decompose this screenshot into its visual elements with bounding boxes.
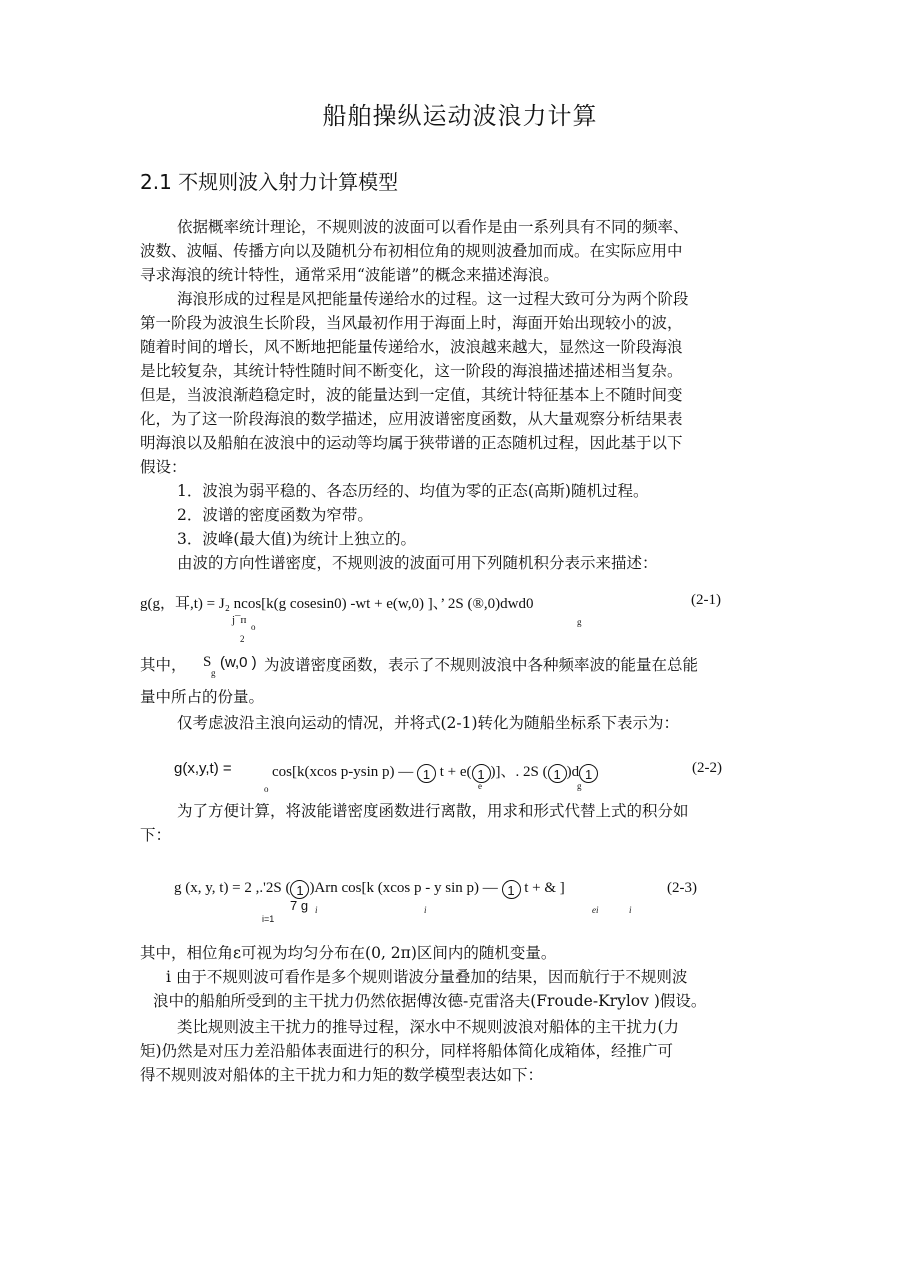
para6-line2: 下： xyxy=(140,826,172,844)
para9-line1: 类比规则波主干扰力的推导过程，深水中不规则波浪对船体的主干扰力(力 xyxy=(177,1018,680,1036)
para5: 仅考虑波沿主浪向运动的情况，并将式(2-1)转化为随船坐标系下表示为： xyxy=(177,714,680,732)
para3: 由波的方向性谱密度，不规则波的波面可用下列随机积分表示来描述： xyxy=(177,554,658,572)
para2-line7: 明海浪以及船舶在波浪中的运动等均属于狭带谱的正态随机过程，因此基于以下 xyxy=(140,434,683,452)
equation-2-3 xyxy=(174,880,565,899)
para2-line3: 随着时间的增长，风不断地把能量传递给水，波浪越来越大，显然这一阶段海浪 xyxy=(140,338,683,356)
assumption-1: 1．波浪为弱平稳的、各态历经的、均值为零的正态(高斯)随机过程。 xyxy=(177,482,649,500)
para9-line2: 矩)仍然是对压力差沿船体表面进行的积分，同样将船体简化成箱体，经推广可 xyxy=(140,1042,674,1060)
para8-line2: 浪中的船舶所受到的主干扰力仍然依据傅汝德-克雷洛夫(Froude-Krylov )假设。 xyxy=(153,992,707,1010)
eq2-circle-2: 1 xyxy=(472,764,491,783)
eq1-under-pi: j¯ᴨ xyxy=(232,614,247,626)
eq2-sub-g: g xyxy=(577,781,582,791)
equation-2-1: g(g，耳,t) = J₂ ncos[k(g cosesin0) -wt + e(w,0) ]、’ 2S (®,0)dwd0 xyxy=(140,596,534,612)
page-title: 船舶操纵运动波浪力计算 xyxy=(322,102,598,130)
eq3-sub-i3: i xyxy=(629,905,632,915)
para4-prefix: 其中， xyxy=(140,656,187,674)
eq2-part3: )]、. 2S ( xyxy=(490,764,548,780)
assumption-2: 2．波谱的密度函数为窄带。 xyxy=(177,506,373,524)
eq1-under-2: 2 xyxy=(240,634,245,644)
para7: 其中，相位角ε可视为均匀分布在(0, 2π)区间内的随机变量。 xyxy=(140,944,557,962)
eq3-mid: )Arn cos[k (xcos p - y sin p) — xyxy=(309,880,498,896)
eq3-circle-2: 1 xyxy=(502,880,521,899)
eq3-sum-index: i=1 xyxy=(262,914,275,924)
para2-line8: 假设： xyxy=(140,458,187,476)
eq2-part2: t + e( xyxy=(439,764,472,780)
eq3-sub-7g: 7 g xyxy=(290,898,309,913)
equation-label-2-3: (2-3) xyxy=(667,880,697,896)
eq3-sub-i1: i xyxy=(315,905,318,915)
para2-line6: 化，为了这一阶段海浪的数学描述，应用波谱密度函数，从大量观察分析结果表 xyxy=(140,410,683,428)
para4-continuation: 量中所占的份量。 xyxy=(140,688,265,706)
eq2-part1: cos[k(xcos p-ysin p) — xyxy=(272,764,414,780)
eq2-lhs: g(x,y,t) = xyxy=(174,760,232,777)
eq3-circle-1: 1 xyxy=(290,880,309,899)
eq2-circle-4: 1 xyxy=(579,764,598,783)
para8-line1: i 由于不规则波可看作是多个规则谐波分量叠加的结果，因而航行于不规则波 xyxy=(166,968,688,986)
eq1-under-g: g xyxy=(577,617,582,627)
eq2-circle-1: 1 xyxy=(417,764,436,783)
para1-line2: 波数、波幅、传播方向以及随机分布初相位角的规则波叠加而成。在实际应用中 xyxy=(140,242,683,260)
para2-line4: 是比较复杂，其统计特性随时间不断变化，这一阶段的海浪描述描述相当复杂。 xyxy=(140,362,683,380)
eq3-sub-i2: i xyxy=(424,905,427,915)
para6-line1: 为了方便计算，将波能谱密度函数进行离散，用求和形式代替上式的积分如 xyxy=(177,802,689,820)
equation-2-2-body xyxy=(272,760,598,783)
para1-line3: 寻求海浪的统计特性，通常采用“波能谱”的概念来描述海浪。 xyxy=(140,266,559,284)
eq3-rhs: t + & ] xyxy=(524,880,565,896)
equation-label-2-2: (2-2) xyxy=(692,760,722,776)
eq2-part4: )d xyxy=(566,764,580,780)
spectrum-subscript: g xyxy=(211,668,216,678)
para2-line5: 但是，当波浪渐趋稳定时，波的能量达到一定值，其统计特征基本上不随时间变 xyxy=(140,386,683,404)
para4-text: 为波谱密度函数，表示了不规则波浪中各种频率波的能量在总能 xyxy=(264,656,699,674)
section-heading: 2.1 不规则波入射力计算模型 xyxy=(140,170,399,194)
eq2-circle-3: 1 xyxy=(548,764,567,783)
para2-line2: 第一阶段为波浪生长阶段，当风最初作用于海面上时，海面开始出现较小的波， xyxy=(140,314,683,332)
para9-line3: 得不规则波对船体的主干扰力和力矩的数学模型表达如下： xyxy=(140,1066,544,1084)
eq3-lhs: g (x, y, t) = 2 ,.'2S ( xyxy=(174,880,291,896)
equation-2-2-lhs xyxy=(174,760,232,778)
spectrum-symbol: S xyxy=(203,654,212,670)
para1-line1: 依据概率统计理论，不规则波的波面可以看作是由一系列具有不同的频率、 xyxy=(177,218,689,236)
para2-line1: 海浪形成的过程是风把能量传递给水的过程。这一过程大致可分为两个阶段 xyxy=(177,290,689,308)
assumption-3: 3．波峰(最大值)为统计上独立的。 xyxy=(177,530,416,548)
eq1-under-o: o xyxy=(251,622,256,632)
eq2-sub-e: e xyxy=(478,781,482,791)
equation-label-2-1: (2-1) xyxy=(691,592,721,608)
eq2-sub-o: o xyxy=(264,784,269,794)
eq3-sub-ei: ei xyxy=(592,905,599,915)
spectrum-argument: (w,0 ) xyxy=(220,654,257,671)
